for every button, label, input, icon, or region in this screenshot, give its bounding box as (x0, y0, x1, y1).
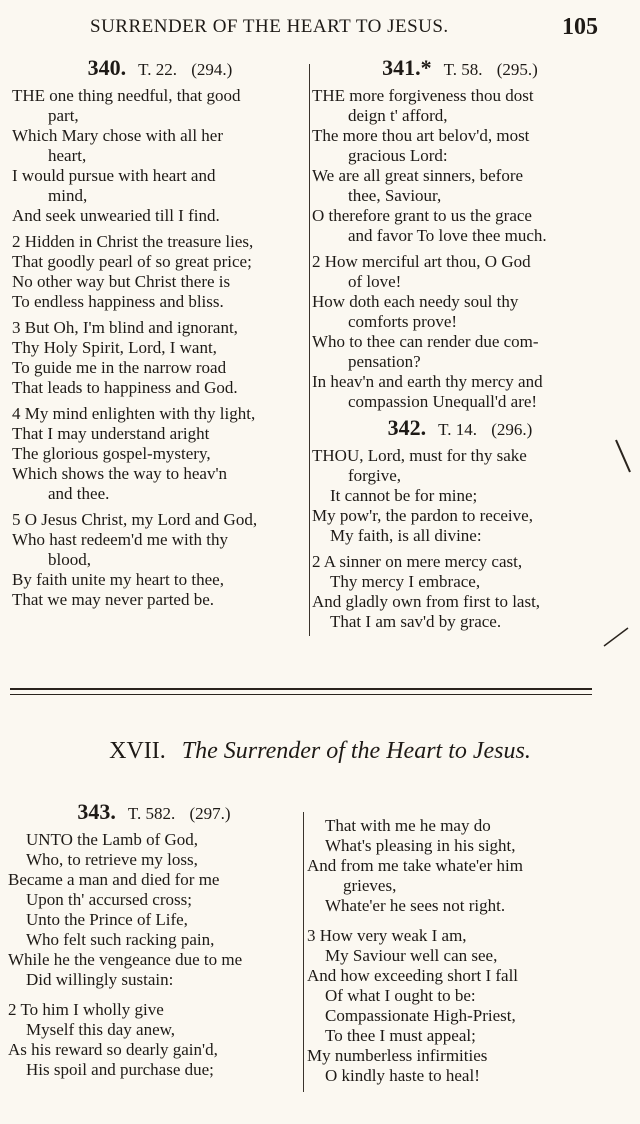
verse-line: Compassionate High-Priest, (325, 1006, 516, 1025)
verse-line: Which shows the way to heav'n (12, 464, 228, 483)
hymn-reference: (297.) (189, 804, 231, 823)
verse-line: O therefore grant to us the grace (312, 206, 532, 225)
verse-line: Upon th' accursed cross; (26, 890, 192, 909)
verse-line: That goodly pearl of so great price; (12, 252, 252, 271)
verse-line: And gladly own from first to last, (312, 592, 541, 611)
stanza (12, 404, 308, 504)
verse-line: Did willingly sustain: (26, 970, 174, 989)
hymns-341-342 (312, 55, 608, 638)
verse-line: gracious Lord: (348, 146, 448, 165)
verse-line: Whate'er he sees not right. (325, 896, 506, 915)
hymn-343 (8, 799, 300, 1090)
stanza (8, 1000, 300, 1080)
verse-line: Who hast redeem'd me with thy (12, 530, 228, 549)
tune-number: T. 14. (438, 420, 477, 439)
verse-line: thee, Saviour, (348, 186, 442, 205)
stanza (312, 252, 608, 412)
verse-line: No other way but Christ there is (12, 272, 231, 291)
hymn-heading (312, 415, 608, 440)
verse-line: heart, (48, 146, 87, 165)
verse-line: deign t' afford, (348, 106, 448, 125)
section-title: The Surrender of the Heart to Jesus. (181, 738, 531, 764)
hymn-heading (12, 55, 308, 80)
section-number: XVII. (109, 738, 166, 764)
verse-line: What's pleasing in his sight, (325, 836, 516, 855)
verse-line: 2 How merciful art thou, O God (312, 252, 531, 271)
hymn-heading (8, 799, 300, 824)
column-divider (303, 812, 304, 1092)
running-title: SURRENDER OF THE HEART TO JESUS. (90, 16, 449, 37)
verse-line: 5 O Jesus Christ, my Lord and God, (12, 510, 258, 529)
verse-line: To thee I must appeal; (325, 1026, 476, 1045)
verse-line: and thee. (48, 484, 110, 503)
verse-line: mind, (48, 186, 88, 205)
verse-line: In heav'n and earth thy mercy and (312, 372, 543, 391)
verse-line: The more thou art belov'd, most (312, 126, 530, 145)
verse-line: That we may never parted be. (12, 590, 215, 609)
verse-line: 2 Hidden in Christ the treasure lies, (12, 232, 254, 251)
tune-number: T. 58. (443, 60, 483, 79)
verse-line: UNTO the Lamb of God, (26, 830, 199, 849)
verse-line: Who to thee can render due com- (312, 332, 539, 351)
verse-line: Who felt such racking pain, (26, 930, 215, 949)
verse-line: O kindly haste to heal! (325, 1066, 480, 1085)
verse-line: 2 A sinner on mere mercy cast, (312, 552, 523, 571)
verse-line: THOU, Lord, must for thy sake (312, 446, 527, 465)
hymn-reference: (294.) (191, 60, 233, 79)
stanza (307, 816, 607, 916)
verse-line: My faith, is all divine: (330, 526, 482, 545)
verse-line: That with me he may do (325, 816, 491, 835)
verse-line: How doth each needy soul thy (312, 292, 519, 311)
tune-number: T. 582. (127, 804, 176, 823)
verse-line: THE one thing needful, that good (12, 86, 241, 105)
page-number: 105 (562, 14, 598, 40)
stanza (12, 86, 308, 226)
verse-line: My pow'r, the pardon to receive, (312, 506, 533, 525)
hymn-343-continued (307, 816, 607, 1096)
verse-line: compassion Unequall'd are! (348, 392, 538, 411)
verse-line: Unto the Prince of Life, (26, 910, 188, 929)
verse-line: 3 But Oh, I'm blind and ignorant, (12, 318, 238, 337)
column-divider (309, 64, 310, 636)
verse-line: The glorious gospel-mystery, (12, 444, 211, 463)
verse-line: part, (48, 106, 79, 125)
stanza (12, 232, 308, 312)
verse-line: Which Mary chose with all her (12, 126, 224, 145)
verse-line: As his reward so dearly gain'd, (8, 1040, 218, 1059)
verse-line: I would pursue with heart and (12, 166, 216, 185)
verse-line: It cannot be for mine; (330, 486, 478, 505)
tune-number: T. 22. (138, 60, 177, 79)
verse-line: Of what I ought to be: (325, 986, 476, 1005)
verse-line: And seek unwearied till I find. (12, 206, 220, 225)
verse-line: blood, (48, 550, 91, 569)
verse-line: That leads to happiness and God. (12, 378, 238, 397)
verse-line: By faith unite my heart to thee, (12, 570, 224, 589)
verse-line: His spoil and purchase due; (26, 1060, 214, 1079)
stanza (312, 86, 608, 246)
stanza (12, 318, 308, 398)
verse-line: 3 How very weak I am, (307, 926, 467, 945)
verse-line: 4 My mind enlighten with thy light, (12, 404, 256, 423)
verse-line: That I am sav'd by grace. (330, 612, 502, 631)
hymn-reference: (296.) (491, 420, 533, 439)
verse-line: Myself this day anew, (26, 1020, 176, 1039)
verse-line: Thy mercy I embrace, (330, 572, 481, 591)
verse-line: My Saviour well can see, (325, 946, 498, 965)
hymn-340 (12, 55, 308, 616)
verse-line: comforts prove! (348, 312, 458, 331)
section-heading (0, 738, 640, 765)
hymn-number: 341.* (382, 55, 432, 80)
verse-line: forgive, (348, 466, 402, 485)
hymn-number: 340. (87, 55, 127, 80)
page-header (0, 14, 640, 48)
stanza (312, 446, 608, 546)
verse-line: pensation? (348, 352, 421, 371)
verse-line: We are all great sinners, before (312, 166, 524, 185)
stanza (312, 552, 608, 632)
hymn-reference: (295.) (496, 60, 538, 79)
verse-line: grieves, (343, 876, 397, 895)
verse-line: To guide me in the narrow road (12, 358, 227, 377)
verse-line: My numberless infirmities (307, 1046, 488, 1065)
verse-line: and favor To love thee much. (348, 226, 547, 245)
verse-line: Who, to retrieve my loss, (26, 850, 198, 869)
stanza (12, 510, 308, 610)
verse-line: THE more forgiveness thou dost (312, 86, 534, 105)
verse-line: Became a man and died for me (8, 870, 220, 889)
margin-mark (602, 624, 632, 648)
verse-line: And how exceeding short I fall (307, 966, 519, 985)
margin-mark (612, 436, 636, 476)
verse-line: That I may understand aright (12, 424, 210, 443)
stanza (8, 830, 300, 990)
verse-line: Thy Holy Spirit, Lord, I want, (12, 338, 217, 357)
verse-line: 2 To him I wholly give (8, 1000, 164, 1019)
verse-line: And from me take whate'er him (307, 856, 523, 875)
section-rule (10, 688, 592, 695)
verse-line: While he the vengeance due to me (8, 950, 243, 969)
hymn-number: 343. (77, 799, 116, 824)
hymn-heading (312, 55, 608, 80)
verse-line: of love! (348, 272, 402, 291)
hymn-number: 342. (387, 415, 427, 440)
verse-line: To endless happiness and bliss. (12, 292, 224, 311)
stanza (307, 926, 607, 1086)
